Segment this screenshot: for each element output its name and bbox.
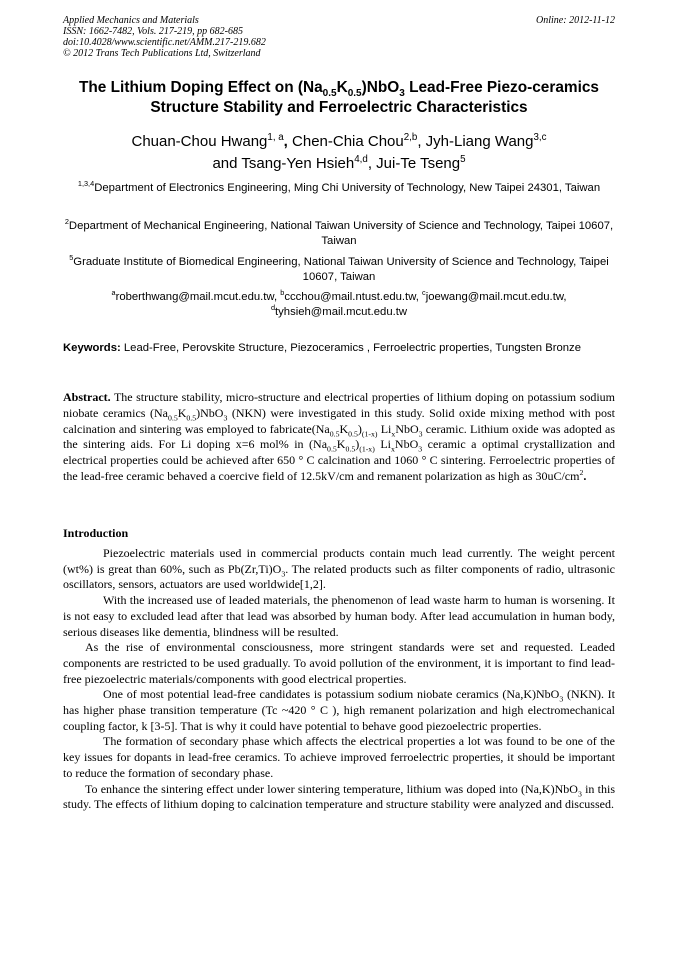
author-list — [40, 131, 638, 175]
journal-header — [63, 15, 615, 59]
author-line-2: and Tsang-Yen Hsieh$^{4,d}$, Jui-Te Tseng$^5$ — [212, 154, 466, 172]
author-line-1: Chuan-Chou Hwang$^{1, a}$, Chen-Chia Chou$^{2,b}$, Jyh-Liang Wang$^{3,c}$ — [131, 132, 547, 150]
email-link[interactable]: ccchou@mail.ntust.edu.tw, — [284, 291, 423, 303]
email-link[interactable]: roberthwang@mail.mcut.edu.tw, — [115, 291, 281, 303]
paragraph: To enhance the sintering effect under lower sintering temperature, lithium was doped into (Na,K)NbO$_3$ in this study. The effects of lithium doping to calcination temperature and structure stability were analyzed and discussed. — [63, 781, 615, 812]
paragraph: As the rise of environmental consciousness, more stringent standards were set and requested. Leaded components are restricted to be used gradually. To avoid pollution of the environment, it is important to find lead-free piezoelectric materials/components with good electrical properties. — [63, 640, 615, 686]
paragraph: One of most potential lead-free candidates is potassium sodium niobate ceramics (Na,K)NbO$_3$ (NKN). It has higher phase transition temperature (Tc ~420 ° C ), high remanent polarization and high electromechanical coupling factor, k [3-5]. That is why it could have potential to behave good piezoelectric properties. — [63, 687, 615, 733]
introduction-heading: Introduction — [63, 526, 129, 540]
abstract-label: Abstract. — [63, 390, 111, 404]
author-name: Tsang-Yen Hsieh — [241, 155, 355, 172]
keywords — [63, 341, 615, 357]
doi-line: doi:10.4028/www.scientific.net/AMM.217-219.682 — [63, 37, 266, 48]
affiliation-1: $^{1,3,4}$Department of Electronics Engineering, Ming Chi University of Technology, New Taipei 24301, Taiwan — [77, 179, 601, 194]
journal-name: Applied Mechanics and Materials — [63, 15, 199, 26]
email-link[interactable]: joewang@mail.mcut.edu.tw, — [425, 291, 567, 303]
issn-line: ISSN: 1662-7482, Vols. 217-219, pp 682-685 — [63, 26, 243, 37]
author-name: Chuan-Chou Hwang — [131, 133, 268, 150]
affiliation-5: $^5$Graduate Institute of Biomedical Engineering, National Taiwan University of Science and Technology, Taipei 10607, Taiwan — [69, 253, 609, 283]
paragraph: With the increased use of leaded materials, the phenomenon of lead waste harm to human is worsening. It is not easy to excluded lead after that lead was absorbed by human body. After lead accumulation in human body, serious diseases like dementia, blindness will be resulted. — [63, 593, 615, 639]
email-list: $^a$roberthwang@mail.mcut.edu.tw, $^b$ccchou@mail.ntust.edu.tw, $^c$joewang@mail.mcut.edu.tw, $^d$tyhsieh@mail.mcut.edu.tw — [111, 288, 567, 318]
copyright-line: © 2012 Trans Tech Publications Ltd, Switzerland — [63, 48, 261, 59]
title-line-2: Structure Stability and Ferroelectric Characteristics — [150, 99, 528, 116]
author-name: Chen-Chia Chou — [292, 133, 404, 150]
paper-title — [40, 78, 638, 118]
online-date: Online: 2012-11-12 — [536, 15, 615, 26]
paragraph: The formation of secondary phase which affects the electrical properties a lot was found to be one of the key issues for dopants in lead-free ceramics. To achieve improved ferroelectric properties, it should be important to reduce the formation of secondary phase. — [63, 734, 615, 780]
author-name: Jyh-Liang Wang — [425, 133, 534, 150]
affiliation-2: $^2$Department of Mechanical Engineering, National Taiwan University of Science and Technology, Taipei 10607, Taiwan — [64, 217, 614, 247]
keywords-text: Lead-Free, Perovskite Structure, Piezoceramics , Ferroelectric properties, Tungsten Bronze — [120, 342, 581, 354]
abstract: Abstract. The structure stability, micro-structure and electrical properties of lithium doping on potassium sodium niobate ceramics $(Na_{0.5}K_{0.5})NbO_3$ (NKN) were investigated in this study. Solid oxide mixing method with post calcination and sintering was employed to $fabricate(Na_{0.5}K_{0.5})_{(1-x)}$ $Li_xNbO_3$ ceramic. Lithium oxide was adopted as the sintering aids. For Li doping x=6 mol% in $(Na_{0.5}K_{0.5})_{(1-x)}$ $Li_xNbO_3$ ceramic a optimal crystallization and electrical properties could be achieved after 650 ° C calcination and 1060 ° C sintering. Ferroelectric properties of the lead-free ceramic behaved a coercive field of 12.5kV/cm and remanent polarization as high as $30uC/cm^2$. — [63, 390, 615, 483]
keywords-label: Keywords: — [63, 342, 121, 354]
title-line-1: The Lithium Doping Effect on $(Na_{0.5}K_{0.5})NbO_3$ Lead-Free Piezo-ceramics — [79, 79, 599, 100]
author-name: Jui-Te Tseng — [376, 155, 461, 172]
paragraph: Piezoelectric materials used in commercial products contain much lead currently. The weight percent (wt%) is great than 60%, such as $Pb(Zr,Ti)O_3$. The related products such as filter components of radio, ultrasonic oscillators, sensors, actuators are used worldwide[1,2]. — [63, 546, 615, 592]
email-link[interactable]: tyhsieh@mail.mcut.edu.tw — [275, 305, 408, 318]
introduction-body — [63, 546, 615, 813]
